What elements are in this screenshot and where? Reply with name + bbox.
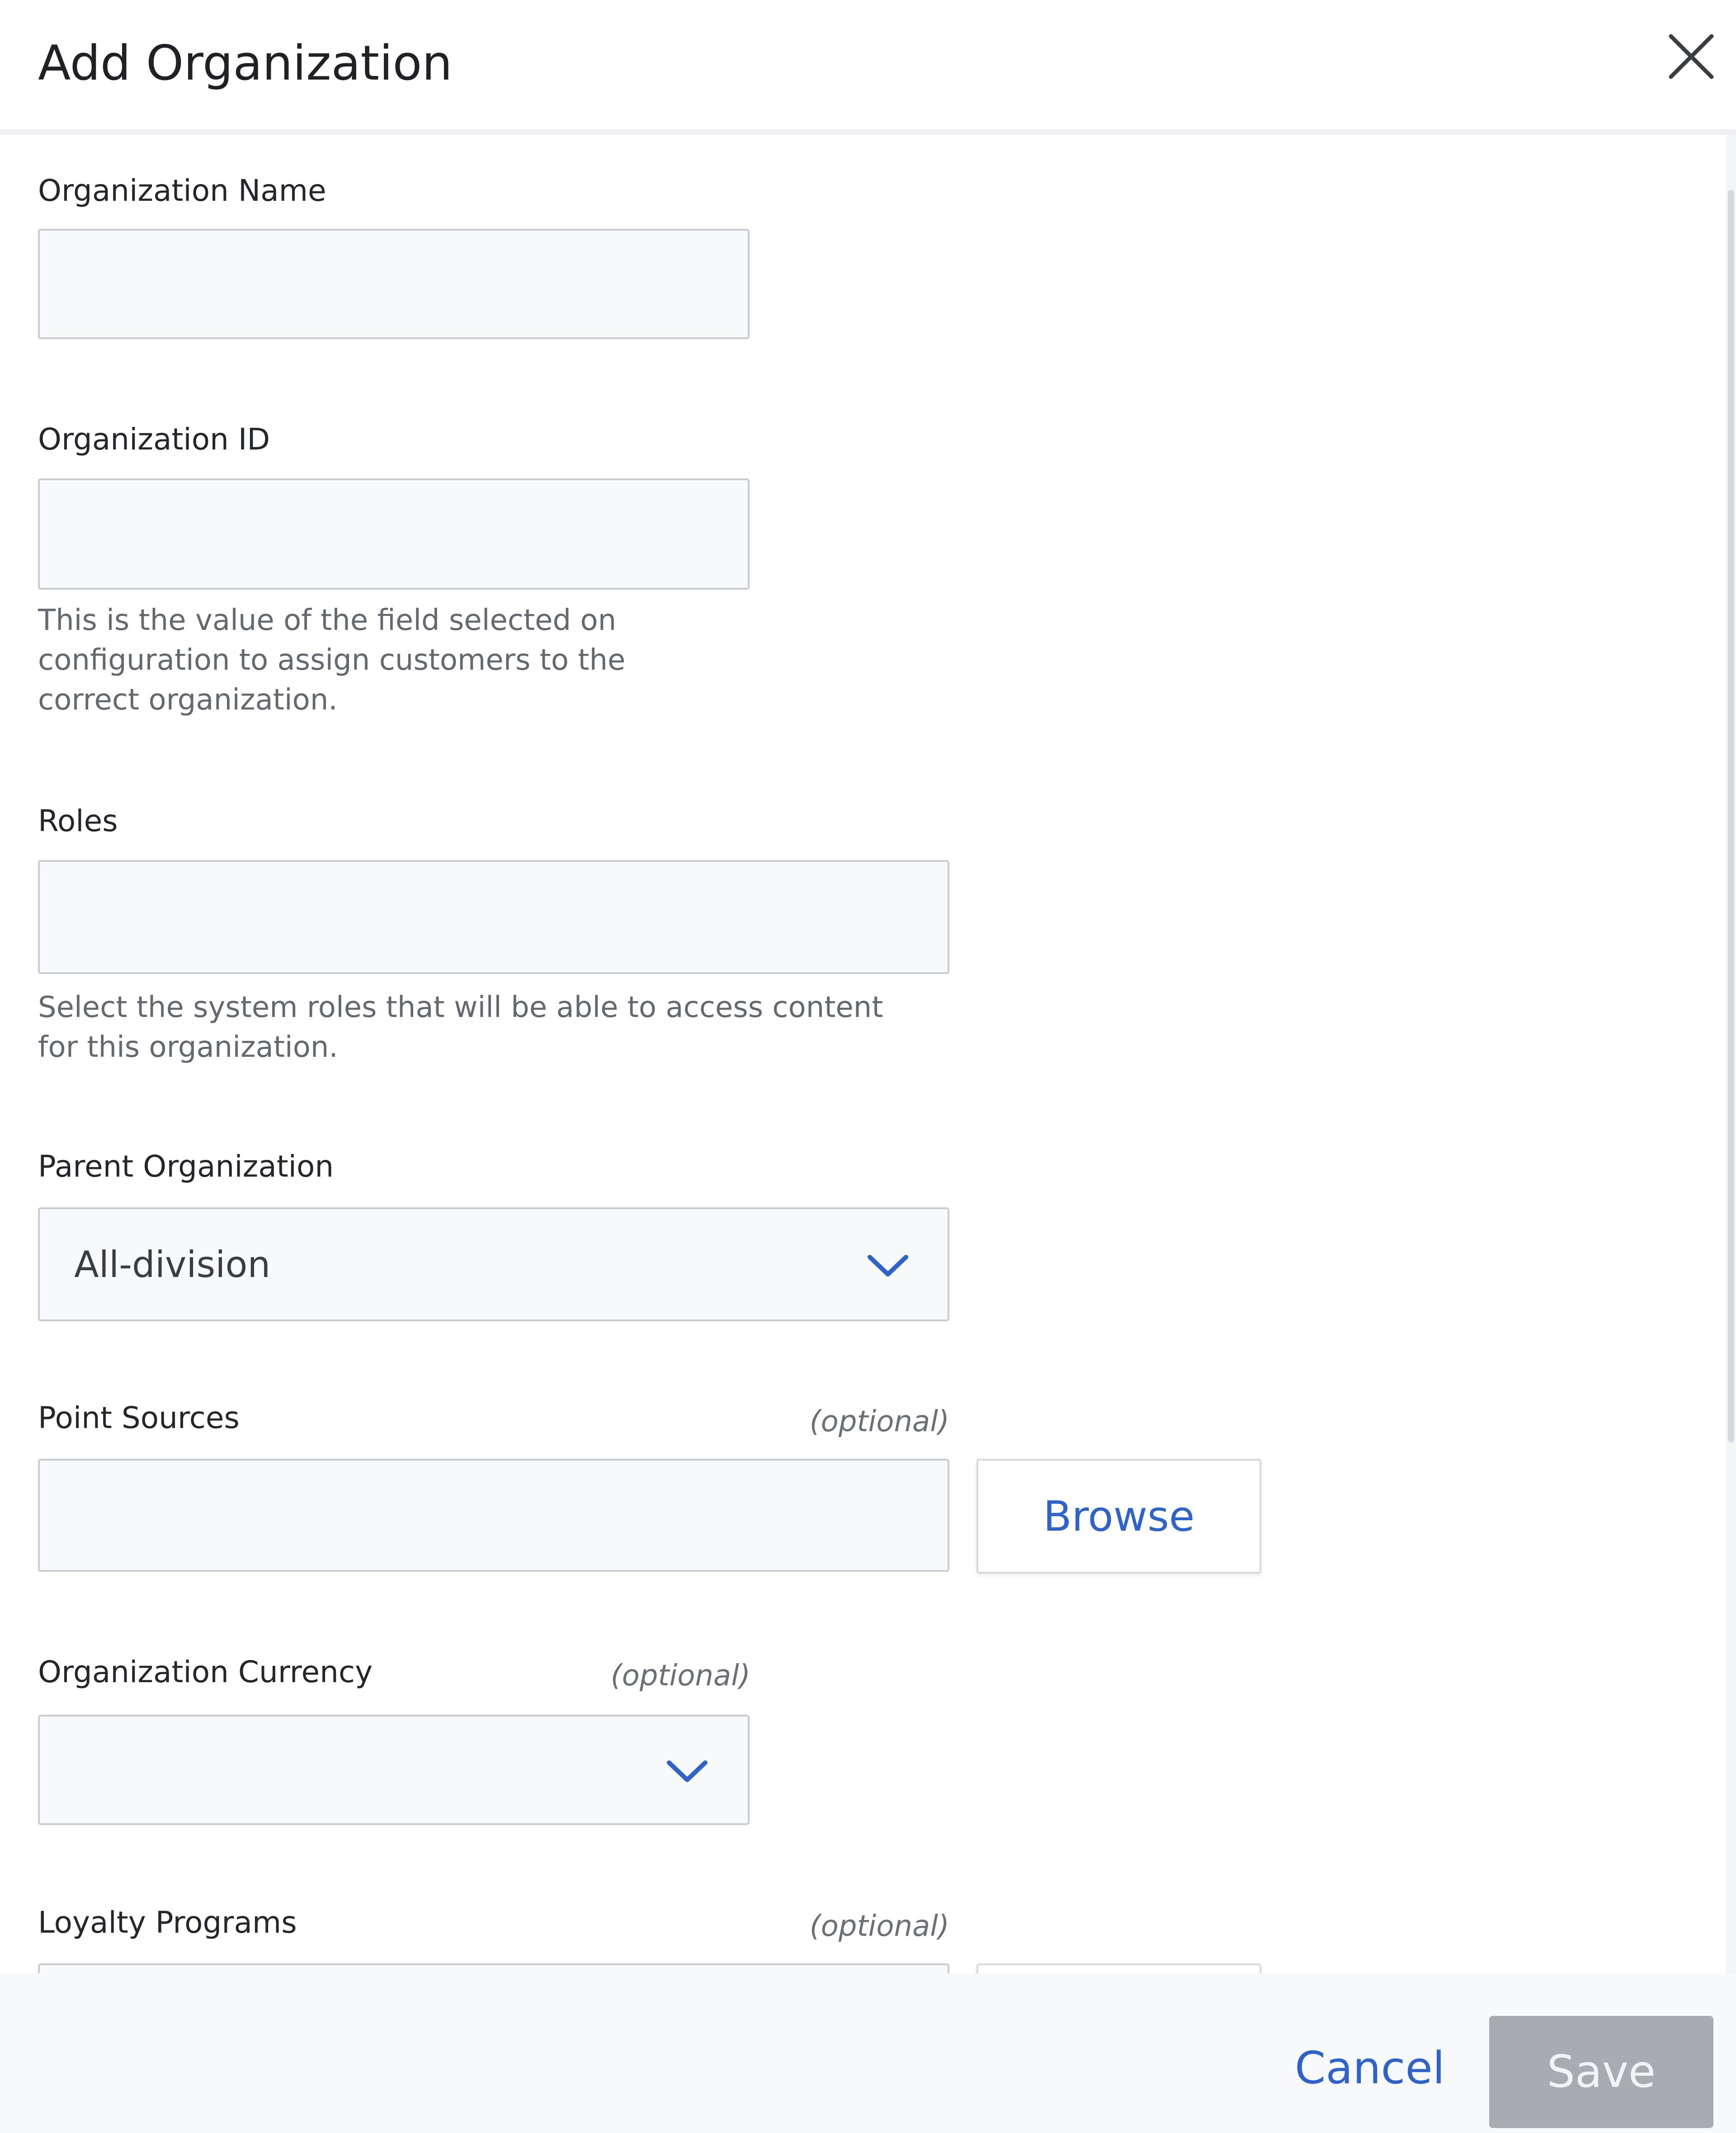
- roles-label: Roles: [38, 804, 118, 838]
- parent-org-select[interactable]: [38, 1207, 949, 1321]
- roles-input[interactable]: [38, 860, 949, 974]
- org-id-label: Organization ID: [38, 422, 270, 457]
- roles-help-text: [38, 988, 883, 1067]
- close-button[interactable]: [1666, 32, 1716, 81]
- org-name-input[interactable]: [38, 229, 750, 339]
- help-line: configuration to assign customers to the: [38, 643, 626, 677]
- org-name-label: Organization Name: [38, 173, 326, 208]
- org-id-input[interactable]: [38, 478, 750, 590]
- help-line: correct organization.: [38, 683, 338, 717]
- org-currency-label: Organization Currency: [38, 1655, 373, 1689]
- org-currency-optional: (optional): [610, 1659, 750, 1693]
- browse-loyalty-programs-button[interactable]: [976, 1963, 1261, 1973]
- point-sources-input[interactable]: [38, 1459, 949, 1572]
- cancel-button[interactable]: Cancel: [1295, 2043, 1445, 2094]
- save-button[interactable]: Save: [1489, 2016, 1713, 2128]
- parent-org-selected-value: All-division: [74, 1243, 271, 1286]
- dialog-footer: [0, 1973, 1736, 2133]
- dialog-body[interactable]: [0, 135, 1736, 1973]
- org-currency-select[interactable]: [38, 1715, 750, 1825]
- loyalty-programs-label: Loyalty Programs: [38, 1905, 297, 1940]
- dialog-title: Add Organization: [38, 35, 453, 91]
- parent-org-label: Parent Organization: [38, 1149, 334, 1184]
- help-line: This is the value of the field selected on: [38, 604, 617, 637]
- chevron-down-icon: [865, 1249, 910, 1281]
- browse-point-sources-button[interactable]: Browse: [976, 1459, 1261, 1574]
- loyalty-programs-optional: (optional): [809, 1910, 949, 1943]
- help-line: for this organization.: [38, 1031, 338, 1064]
- chevron-down-icon: [665, 1755, 710, 1786]
- scrollbar-thumb[interactable]: [1728, 190, 1734, 1442]
- close-icon: [1666, 32, 1716, 81]
- org-id-help-text: [38, 601, 625, 720]
- help-line: Select the system roles that will be able to access content: [38, 991, 883, 1024]
- loyalty-programs-input[interactable]: [38, 1963, 949, 1973]
- point-sources-optional: (optional): [809, 1405, 949, 1438]
- dialog-header: [0, 0, 1736, 135]
- point-sources-label: Point Sources: [38, 1400, 240, 1435]
